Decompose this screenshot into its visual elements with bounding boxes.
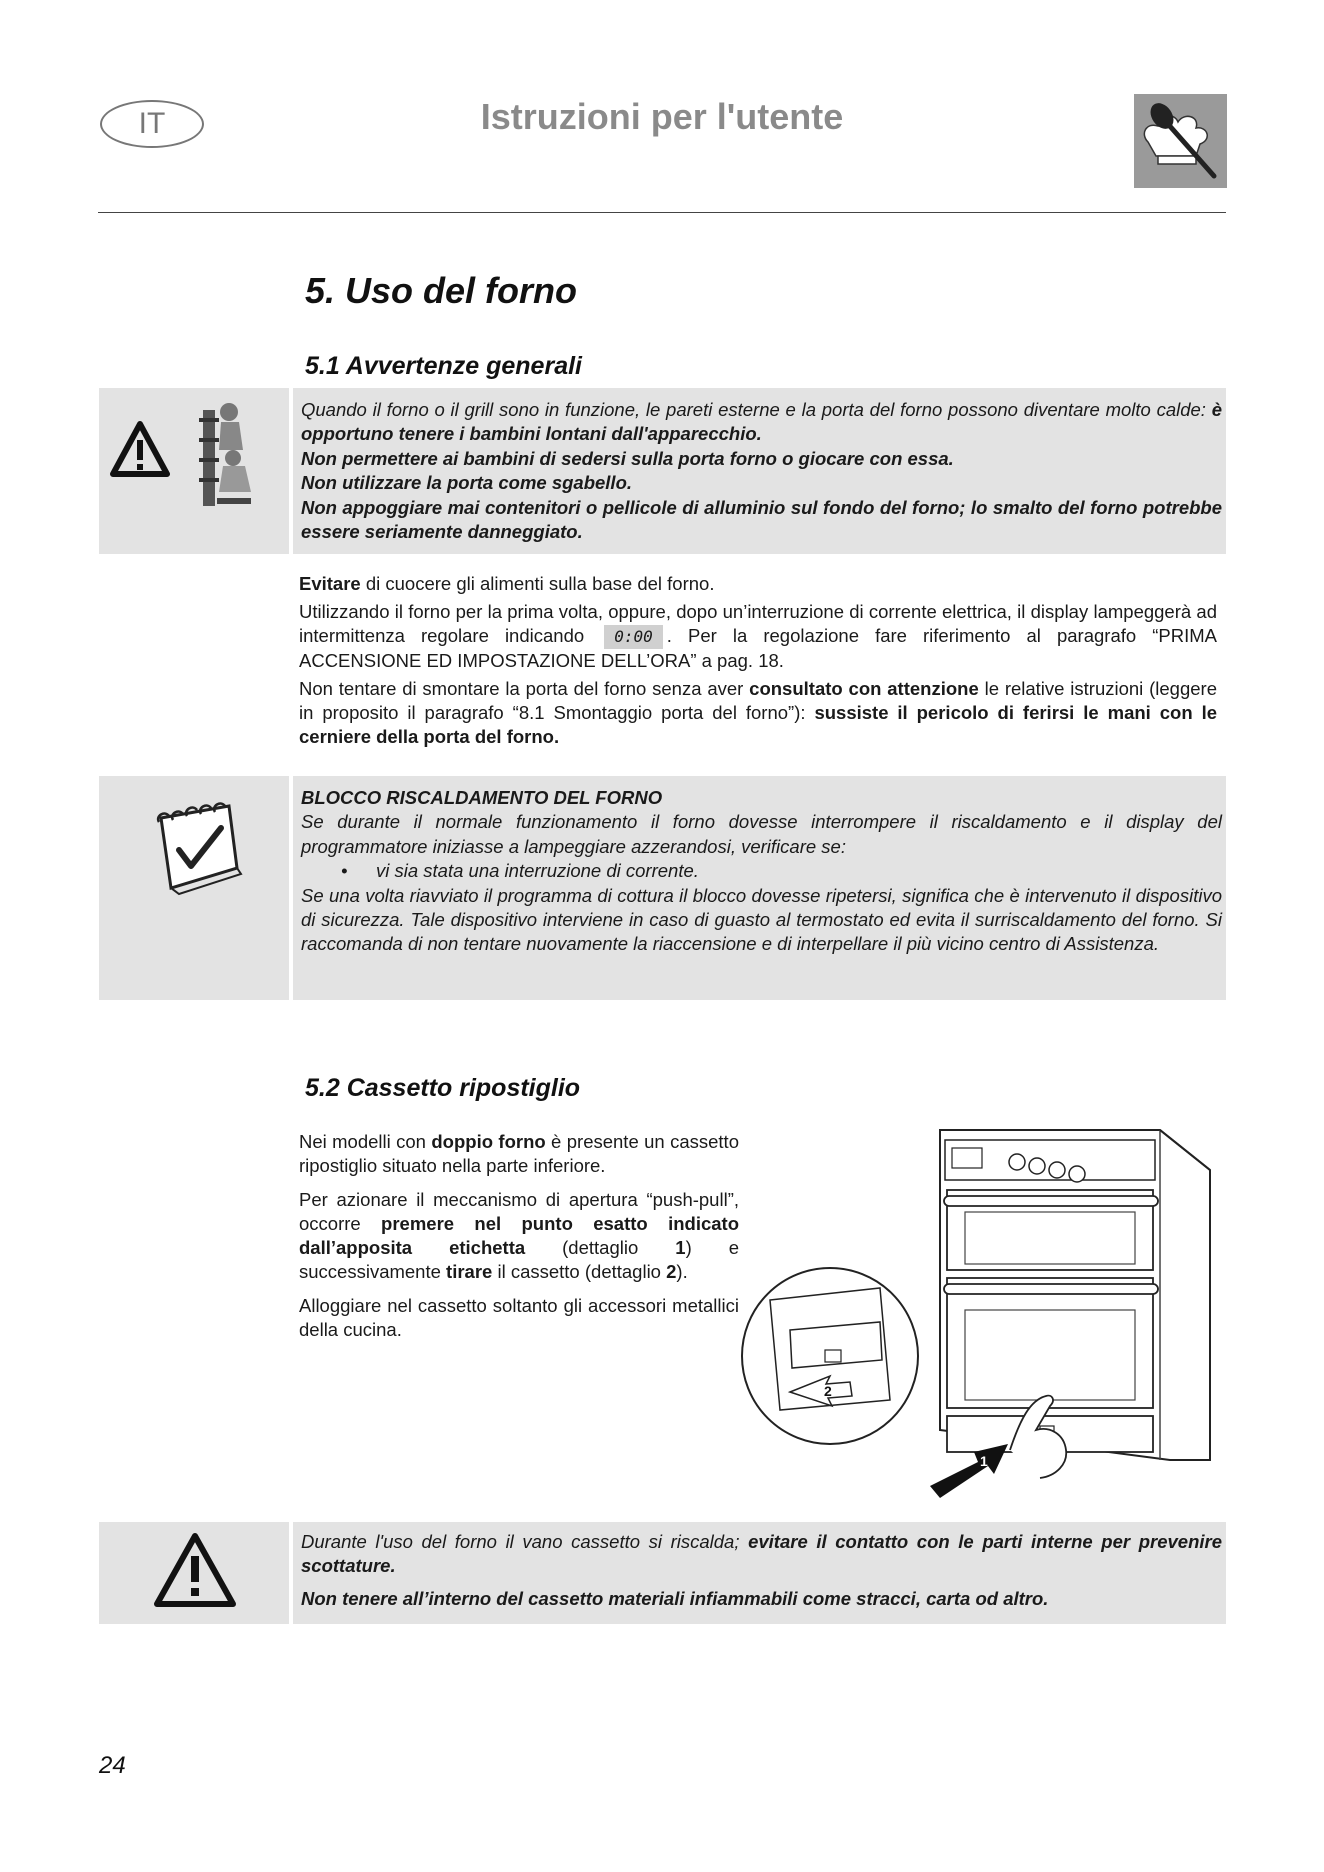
- section-title-5-2: 5.2 Cassetto ripostiglio: [305, 1074, 581, 1102]
- text: le relative istruzioni (leggere in proposito il paragrafo “8.1 Smontaggio porta del forno”):: [299, 678, 1217, 723]
- warning-text: Durante l'uso del forno il vano cassetto si riscalda;: [301, 1531, 749, 1552]
- note-bullet: [301, 859, 1222, 883]
- detail-number: 1: [675, 1237, 686, 1258]
- text: il cassetto (dettaglio: [492, 1261, 667, 1282]
- warning-line: Non utilizzare la porta come sgabello.: [301, 472, 633, 494]
- warning-line: Non appoggiare mai contenitori o pellicole di alluminio sul fondo del forno; lo smalto del forno potrebbe essere seriamente danneggiato.: [301, 496, 1222, 543]
- warning-line: Non tenere all’interno del cassetto materiali infiammabili come stracci, carta od altro.: [301, 1587, 1049, 1609]
- bold-text: doppio forno: [431, 1131, 546, 1152]
- section-5-2-body: [299, 1130, 739, 1352]
- detail-2-label: 2: [824, 1383, 832, 1399]
- bullet-dot: •: [341, 860, 348, 882]
- bold-text: consultato con attenzione: [749, 678, 979, 699]
- bold-text: Evitare: [299, 573, 361, 594]
- chef-hat-icon: [1134, 94, 1227, 188]
- drawer-warning-text: [301, 1530, 1222, 1611]
- general-warning-box: [99, 388, 1226, 554]
- warning-text-bold: è opportuno tenere i bambini lontani dall'apparecchio.: [301, 399, 1222, 445]
- bold-text: premere nel punto esatto indicato dall’apposita etichetta: [299, 1213, 739, 1258]
- warning-line: Non permettere ai bambini di sedersi sulla porta forno o giocare con essa.: [301, 447, 954, 469]
- warning-text: Quando il forno o il grill sono in funzione, le pareti esterne e la porta del forno possono diventare molto calde:: [301, 399, 1212, 420]
- text: (dettaglio: [525, 1237, 676, 1258]
- bold-text: tirare: [446, 1261, 493, 1282]
- detail-1-label: 1: [980, 1453, 988, 1469]
- warning-icon-cell: [99, 388, 289, 554]
- chef-hat-spoon-logo: [1134, 94, 1227, 188]
- drawer-warning-box: [99, 1522, 1226, 1624]
- note-icon-cell: [99, 776, 289, 1000]
- oven-drawing: [730, 1100, 1230, 1510]
- text: ).: [676, 1261, 688, 1282]
- text: è presente un cassetto ripostiglio situato nella parte inferiore.: [299, 1131, 739, 1176]
- paragraph: [299, 1130, 739, 1178]
- warning-line: [301, 1530, 1222, 1579]
- general-warning-text: [301, 398, 1222, 544]
- note-text: [301, 786, 1222, 957]
- chapter-title: 5. Uso del forno: [305, 270, 578, 311]
- notepad-check-icon: [99, 776, 289, 1000]
- text: . Per la regolazione fare riferimento al paragrafo “PRIMA ACCENSIONE ED IMPOSTAZIONE DELL’ORA” a pag. 18.: [299, 625, 1217, 671]
- warning-icon-cell: [99, 1522, 289, 1624]
- text: ) e successivamente: [299, 1237, 740, 1282]
- warning-text-bold: evitare il contatto con le parti interne per prevenire scottature.: [301, 1531, 1222, 1577]
- note-heading: BLOCCO RISCALDAMENTO DEL FORNO: [301, 787, 663, 808]
- text: di cuocere gli alimenti sulla base del forno.: [360, 573, 715, 594]
- note-paragraph: Se una volta riavviato il programma di cottura il blocco dovesse ripetersi, significa che è intervenuto il dispositivo di sicurezza. Tale dispositivo interviene in caso di guasto al termostato ed evita il surriscaldamento del forno. Si raccomanda di non tentare nuovamente la riaccensione e di interpellare il più vicino centro di Assistenza.: [301, 884, 1222, 955]
- paragraph: [299, 677, 1217, 749]
- paragraph: [299, 572, 1217, 596]
- double-oven-illustration: [730, 1100, 1230, 1510]
- display-readout: 0:00: [604, 625, 663, 649]
- warning-line: [301, 398, 1222, 447]
- note-paragraph: Se durante il normale funzionamento il forno dovesse interrompere il riscaldamento e il display del programmatore iniziasse a lampeggiare azzerandosi, verificare se:: [301, 811, 1222, 857]
- text: Nei modelli con: [299, 1131, 432, 1152]
- warning-triangle-icon: [99, 1522, 289, 1624]
- paragraph: Alloggiare nel cassetto soltanto gli accessori metallici della cucina.: [299, 1295, 739, 1340]
- bold-text: sussiste il pericolo di ferirsi le mani con le cerniere della porta del forno.: [299, 702, 1217, 747]
- text: Non tentare di smontare la porta del forno senza aver: [299, 678, 750, 699]
- section-5-1-body: [299, 572, 1217, 753]
- paragraph: [299, 1188, 739, 1284]
- text: Per azionare il meccanismo di apertura “push-pull”, occorre: [299, 1189, 739, 1234]
- warning-triangle-icon: [113, 424, 167, 474]
- section-title-5-1: 5.1 Avvertenze generali: [305, 352, 582, 380]
- detail-number: 2: [666, 1261, 677, 1282]
- paragraph: [299, 600, 1217, 673]
- page-number: 24: [99, 1752, 126, 1779]
- language-code: IT: [138, 107, 166, 140]
- bullet-text: vi sia stata una interruzione di corrente.: [376, 860, 699, 882]
- children-climbing-icon: [199, 403, 251, 506]
- note-box: [99, 776, 1226, 1000]
- header-divider: [98, 212, 1226, 213]
- page-header-title: Istruzioni per l'utente: [480, 96, 844, 137]
- text: Utilizzando il forno per la prima volta, oppure, dopo un’interruzione di corrente elettrica, il display lampeggerà ad intermittenza regolare indicando: [299, 601, 1217, 646]
